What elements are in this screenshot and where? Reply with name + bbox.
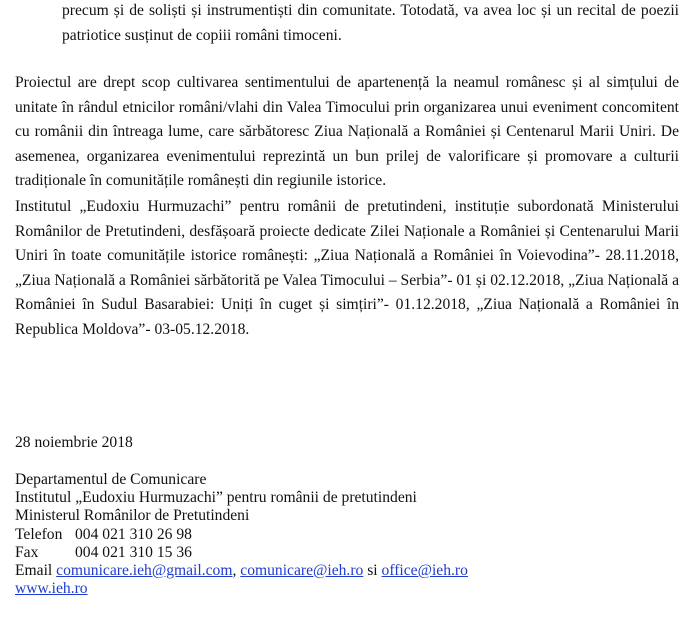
- phone-number: 004 021 310 26 98: [75, 525, 192, 543]
- document-date: 28 noiembrie 2018: [15, 434, 133, 451]
- website-link[interactable]: www.ieh.ro: [15, 580, 88, 598]
- email-link-gmail[interactable]: comunicare.ieh@gmail.com: [56, 562, 233, 580]
- website-line: [15, 580, 468, 598]
- email-line: [15, 562, 468, 580]
- institute-line: Institutul „Eudoxiu Hurmuzachi” pentru românii de pretutindeni: [15, 489, 417, 507]
- fax-number: 004 021 310 15 36: [75, 543, 192, 561]
- email-label: Email: [15, 562, 53, 580]
- email-link-comunicare[interactable]: comunicare@ieh.ro: [240, 562, 364, 580]
- email-separator-comma: ,: [232, 562, 237, 580]
- ministry-line: Ministerul Românilor de Pretutindeni: [15, 507, 250, 525]
- fax-label: Fax: [15, 543, 39, 561]
- email-separator-si: si: [367, 562, 378, 580]
- department-line: Departamentul de Comunicare: [15, 471, 207, 488]
- phone-line: [15, 526, 468, 544]
- fax-line: [15, 544, 468, 562]
- project-purpose-paragraph: Proiectul are drept scop cultivarea sentimentului de apartenență la neamul românesc și al simțului de unitate în rândul etnicilor români/vlahi din Valea Timocului prin organizarea unui eveniment concomitent cu românii din întreaga lume, care sărbătoresc Ziua Națională a României și Centenarul Marii Uniri. De asemenea, organizarea evenimentului reprezintă un bun prilej de valorificare și promovare a culturii tradiționale în comunitățile românești din regiunile istorice.: [15, 74, 679, 189]
- contact-footer: [15, 471, 468, 598]
- email-link-office[interactable]: office@ieh.ro: [381, 562, 468, 580]
- phone-label: Telefon: [15, 525, 63, 543]
- intro-paragraph: precum și de soliști și instrumentiști din comunitate. Totodată, va avea loc și un recital de poezii patriotice susținut de copiii români timoceni.: [62, 2, 679, 44]
- institute-projects-paragraph: Institutul „Eudoxiu Hurmuzachi” pentru românii de pretutindeni, instituție subordonată Ministerului Românilor de Pretutindeni, desfășoară proiecte dedicate Zilei Naționale a României și Centenarului Marii Uniri în toate comunitățile istorice românești: „Ziua Națională a României în Voievodina”- 28.11.2018, „Ziua Națională a României sărbătorită pe Valea Timocului – Serbia”- 01 și 02.12.2018, „Ziua Națională a României în Sudul Basarabiei: Uniți în cuget și simțiri”- 01.12.2018, „Ziua Națională a României în Republica Moldova”- 03-05.12.2018.: [15, 198, 679, 338]
